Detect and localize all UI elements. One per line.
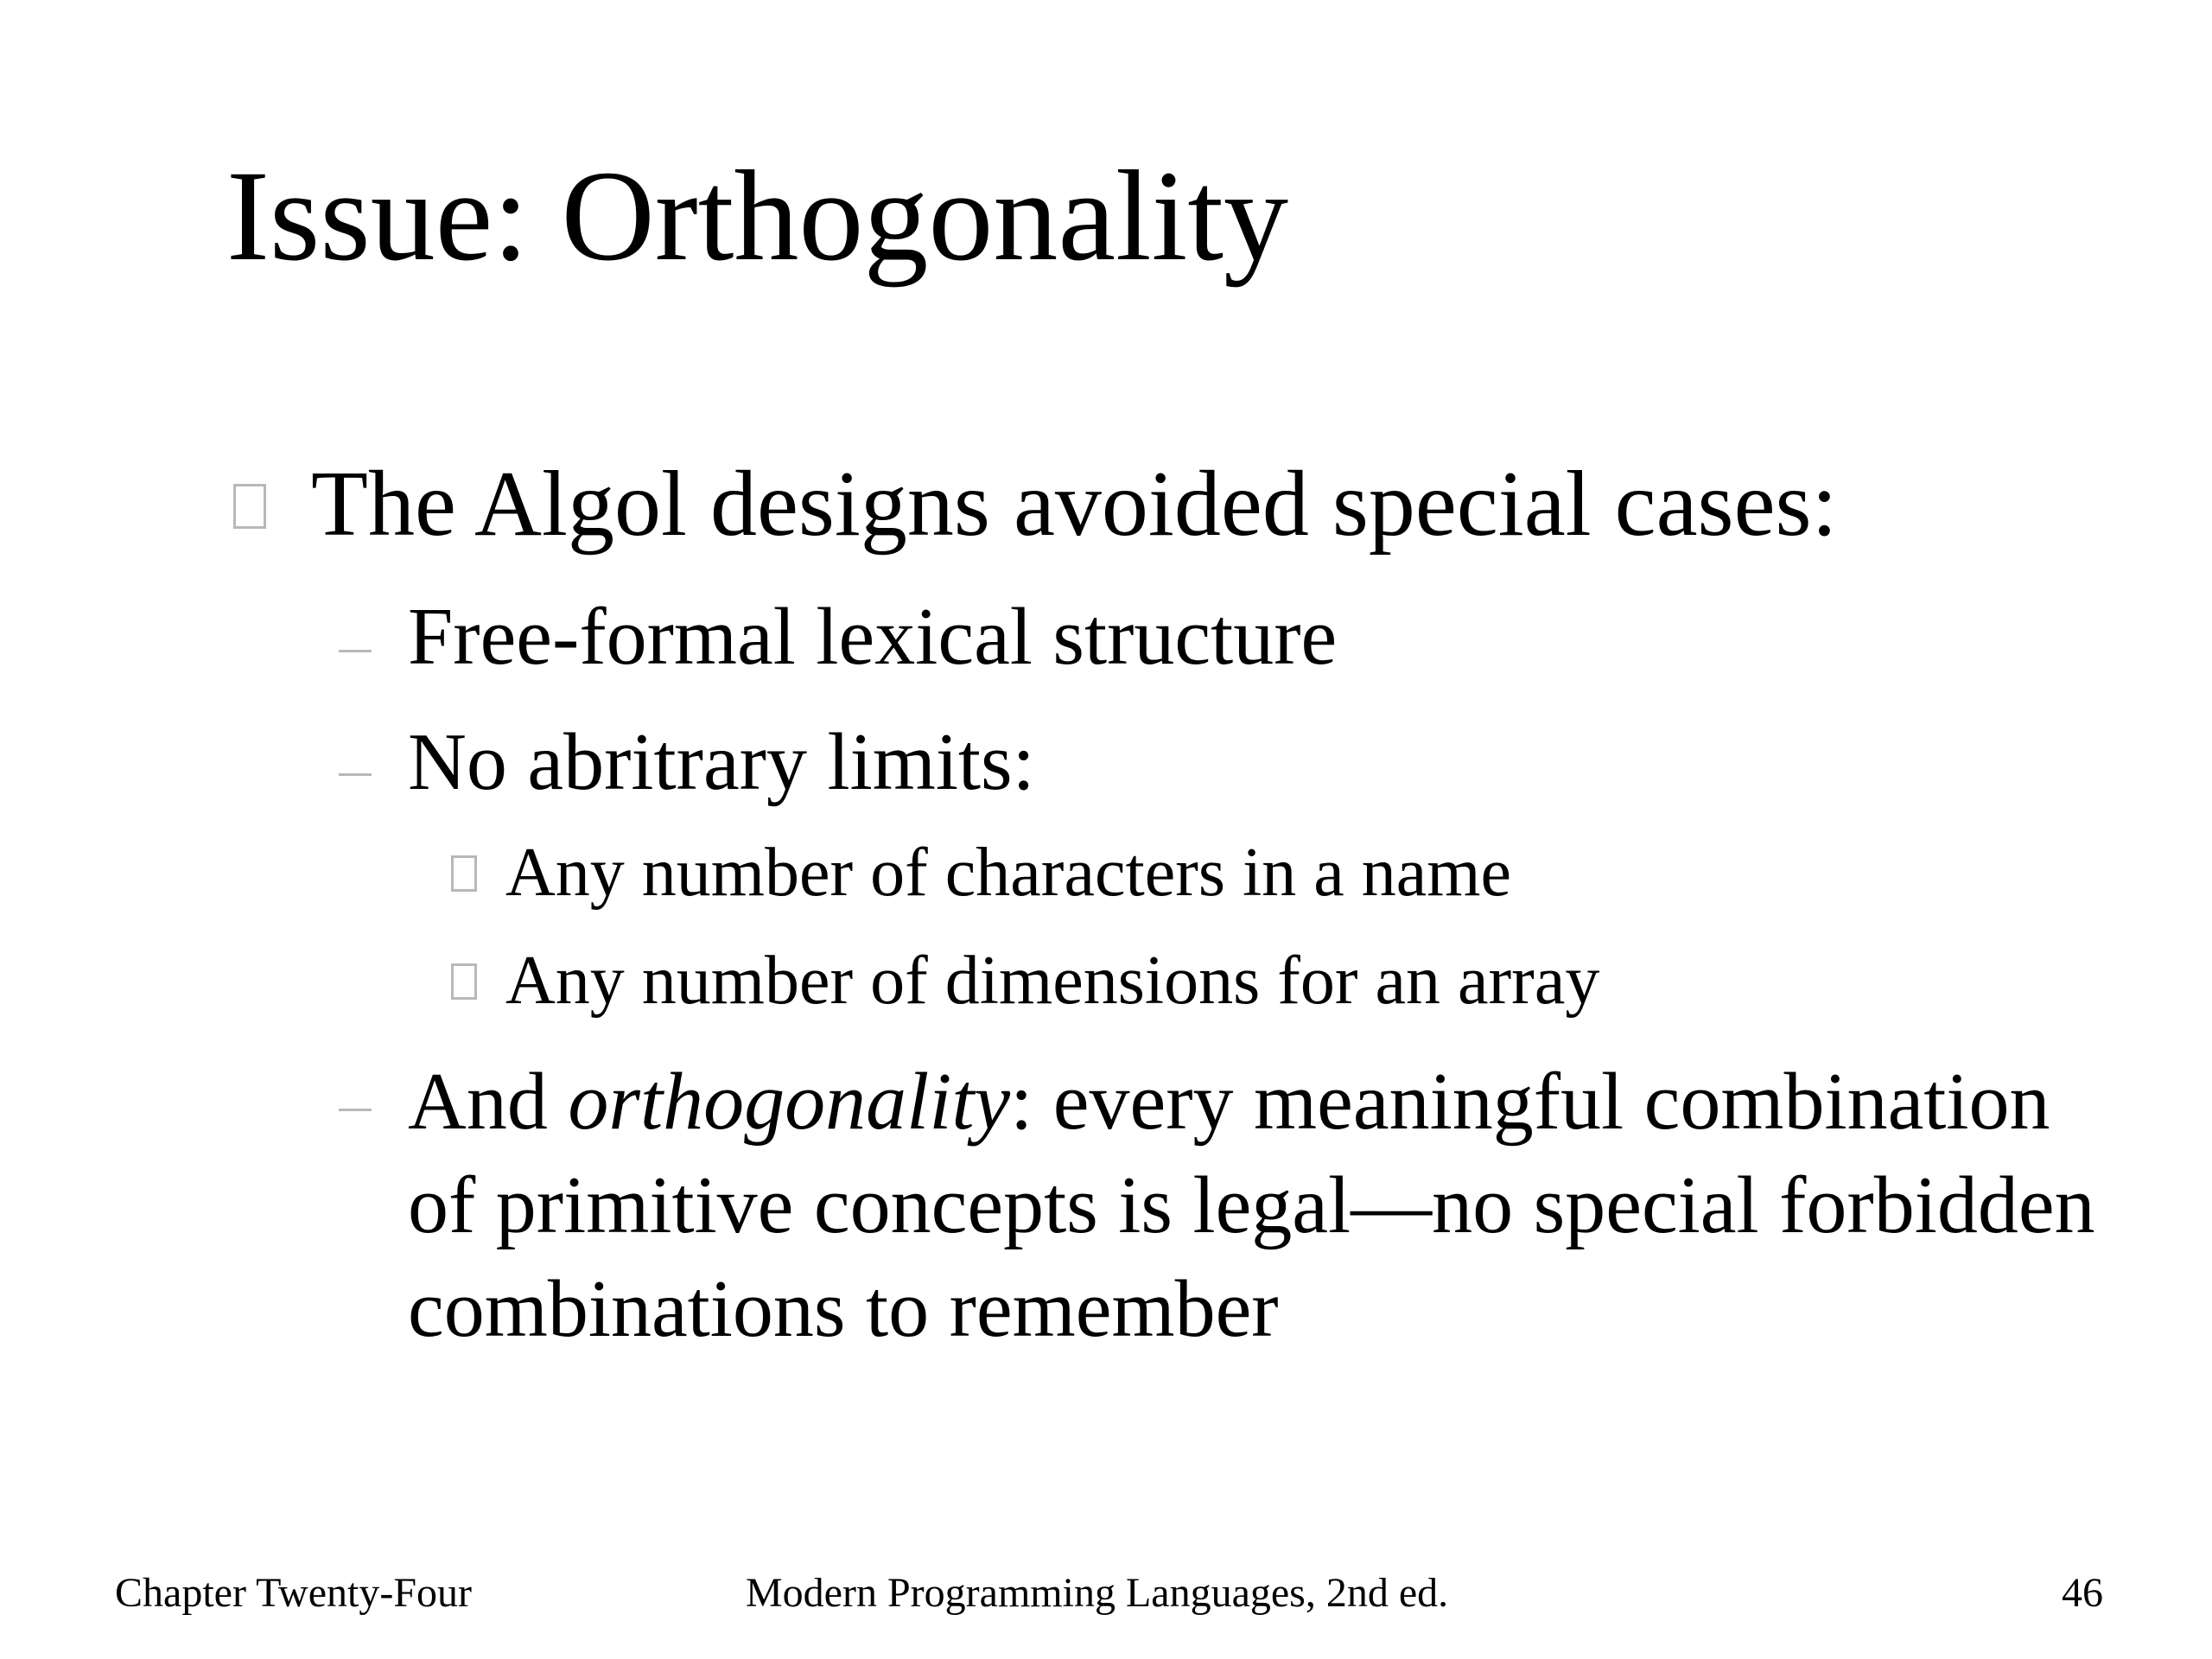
subitem-text: No abritrary limits: [408,717,1035,807]
footer-page-number: 46 [2062,1570,2103,1616]
square-bullet-icon [233,484,266,529]
square-bullet-icon [451,963,477,1000]
bullet-text: The Algol designs avoided special cases: [311,453,1838,556]
slide-title: Issue: Orthogonality [226,144,1289,288]
orthogonality-paragraph [408,1050,2136,1361]
square-bullet-icon [451,855,477,892]
footer-chapter: Chapter Twenty-Four [115,1570,473,1616]
dash-bullet-icon [339,650,372,652]
footer-book-title: Modern Programming Languages, 2nd ed. [746,1570,1449,1616]
subsubitem-text: Any number of dimensions for an array [505,943,1600,1019]
dash-bullet-icon [339,1109,372,1111]
dash-bullet-icon [339,773,372,776]
subitem-text: Free-formal lexical structure [408,592,1338,682]
final-item-rest: : every meaningful combination of primitive concepts is legal—no special forbidden combinations to remember [408,1057,2095,1354]
subsubitem-text: Any number of characters in a name [505,835,1511,911]
final-item-emphasis: orthogonality [568,1057,1011,1147]
final-item-lead: And [408,1057,569,1147]
